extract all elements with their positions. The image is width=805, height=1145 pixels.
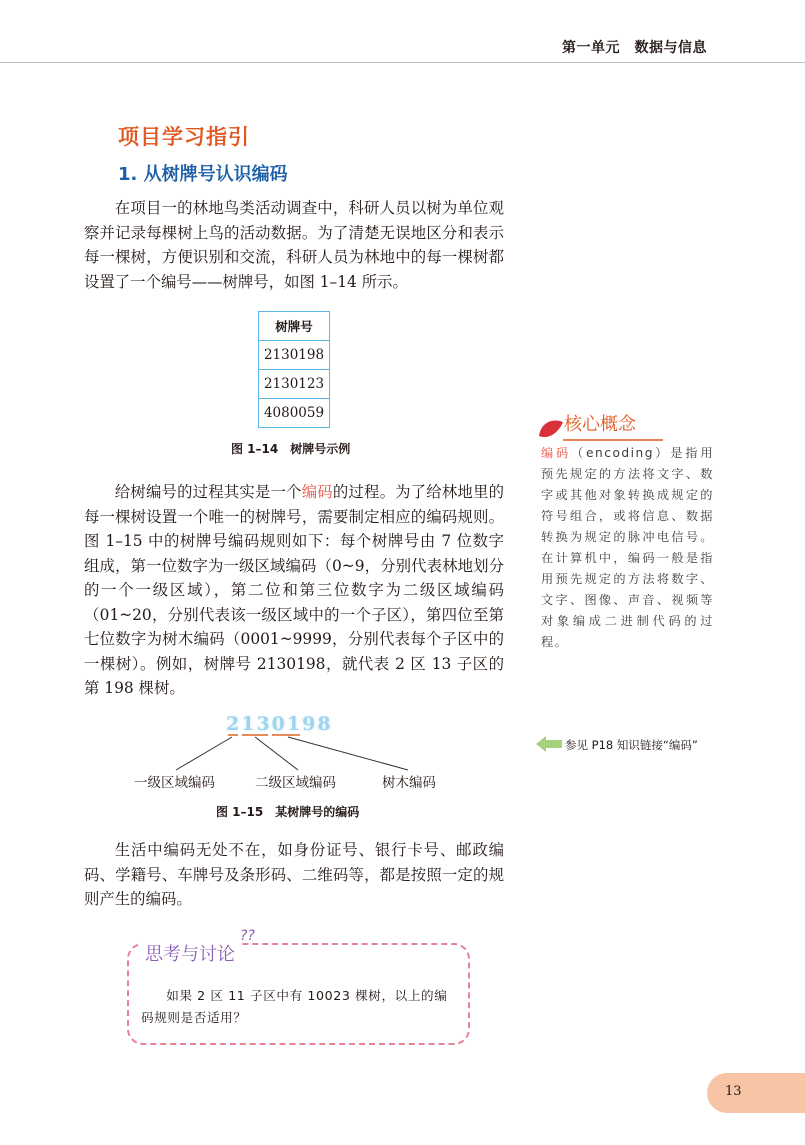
figure-1-15-caption: 图 1–15 某树牌号的编码 — [216, 805, 360, 819]
unit-header: 第一单元 数据与信息 — [562, 40, 707, 56]
question-marks-icon: ?? — [240, 928, 255, 944]
table-cell: 4080059 — [259, 399, 330, 428]
project-title: 项目学习指引 — [118, 125, 250, 149]
paragraph-2-before: 给树编号的过程其实是一个 — [114, 483, 302, 501]
discussion-question — [141, 985, 453, 1029]
paragraph-1-text: 在项目一的林地鸟类活动调查中，科研人员以树为单位观察并记录每棵树上鸟的活动数据。为了清楚无误地区分和表示每一棵树，方便识别和交流，科研人员为林地中的每一棵树都设置了一个编号——树牌号，如图 1–14 所示。 — [84, 199, 504, 291]
paragraph-2-after: 的过程。为了给林地里的每一棵树设置一个唯一的树牌号，需要制定相应的编码规则。图 1–15 中的树牌号编码规则如下：每个树牌号由 7 位数字组成，第一位数字为一级区域编码（0~9，分别代表林地划分的一个一级区域），第二位和第三位数字为二级区域编码（01~20，分别代表该一级区域中的一个子区），第四位至第七位数字为树木编码（0001~9999，分别代表每个子区中的一棵树）。例如，树牌号 2130198，就代表 2 区 13 子区的第 198 棵树。 — [84, 483, 504, 697]
page-number-badge — [707, 1073, 805, 1113]
diagram-label-tree: 树木编码 — [382, 775, 436, 791]
diagram-label-primary: 一级区域编码 — [134, 775, 215, 791]
figure-1-14-caption: 图 1–14 树牌号示例 — [231, 442, 351, 456]
tree-code-image: 2130198 — [226, 713, 333, 735]
reference-link[interactable]: 参见 P18 知识链接“编码” — [565, 738, 698, 752]
encoding-term: 编码 — [301, 483, 333, 501]
core-concept-text: （encoding）是指用预先规定的方法将文字、数字或其他对象转换成规定的符号组合，或将信息、数据转换为规定的脉冲电信号。在计算机中，编码一般是指用预先规定的方法将数字、文字、图像、声音、视频等对象编成二进制代码的过程。 — [541, 446, 715, 649]
page-number: 13 — [725, 1084, 742, 1099]
discussion-question-text: 如果 2 区 11 子区中有 10023 棵树，以上的编码规则是否适用？ — [141, 988, 448, 1025]
section-title: 1. 从树牌号认识编码 — [118, 164, 288, 185]
diagram-label-secondary: 二级区域编码 — [255, 775, 336, 791]
table-cell: 2130198 — [259, 341, 330, 370]
table-cell: 2130123 — [259, 370, 330, 399]
discussion-title: 思考与讨论 — [141, 940, 239, 966]
left-arrow-icon — [536, 736, 562, 752]
core-concept-definition — [541, 443, 714, 653]
paragraph-3-text: 生活中编码无处不在，如身份证号、银行卡号、邮政编码、学籍号、车牌号及条形码、二维码等，都是按照一定的规则产生的编码。 — [84, 841, 504, 908]
table-header: 树牌号 — [259, 312, 330, 341]
core-concept-title: 核心概念 — [564, 414, 636, 435]
paragraph-3 — [84, 838, 504, 912]
core-concept-term: 编码 — [541, 446, 572, 460]
